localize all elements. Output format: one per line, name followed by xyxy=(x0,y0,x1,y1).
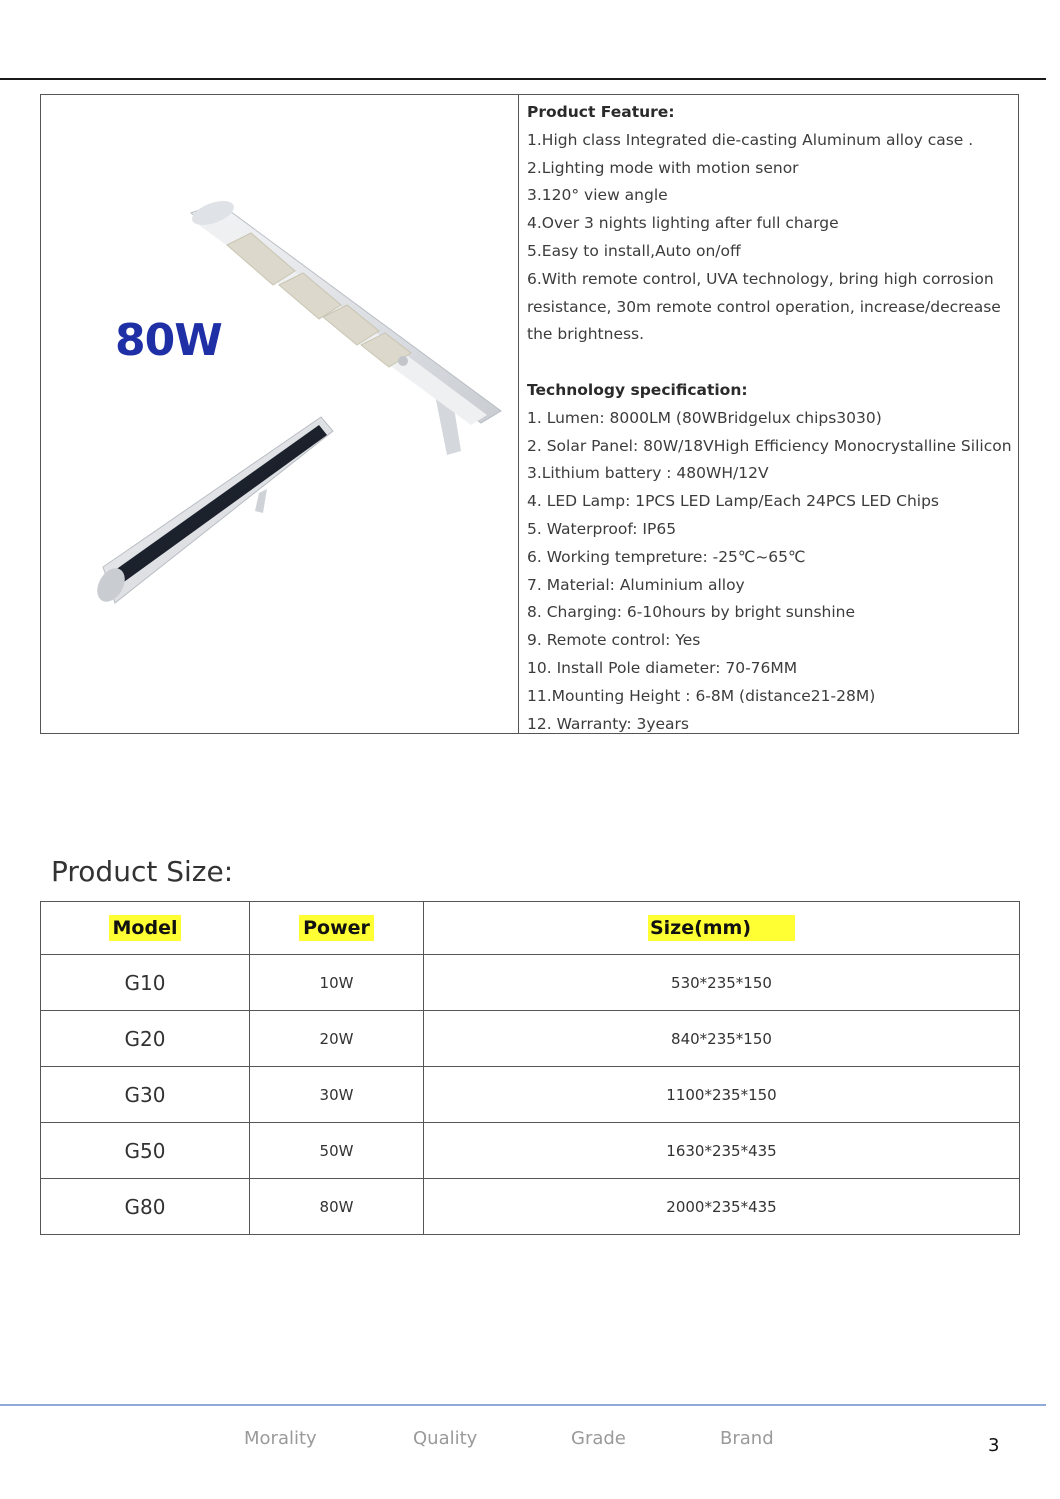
model-cell: G10 xyxy=(41,955,250,1011)
feature-line: resistance, 30m remote control operation, increase/decrease xyxy=(527,297,1001,316)
table-row xyxy=(41,1179,1020,1235)
feature-heading: Product Feature: xyxy=(527,103,675,121)
footer-word-brand: Brand xyxy=(720,1428,774,1449)
power-cell: 20W xyxy=(250,1011,424,1067)
street-light-image xyxy=(41,95,518,735)
tech-line: 12. Warranty: 3years xyxy=(527,714,689,733)
header-size: Size(mm) xyxy=(424,902,1020,955)
table-header-row xyxy=(41,902,1020,955)
top-rule xyxy=(0,78,1046,80)
power-cell: 30W xyxy=(250,1067,424,1123)
model-cell: G80 xyxy=(41,1179,250,1235)
tech-line: 2. Solar Panel: 80W/18VHigh Efficiency Monocrystalline Silicon xyxy=(527,436,1012,455)
size-cell: 1630*235*435 xyxy=(424,1123,1020,1179)
size-cell: 2000*235*435 xyxy=(424,1179,1020,1235)
spacer xyxy=(527,349,1017,377)
lamp-front-view xyxy=(189,196,501,455)
tech-line: 9. Remote control: Yes xyxy=(527,631,701,650)
footer-word-morality: Morality xyxy=(244,1428,317,1449)
table-row xyxy=(41,1067,1020,1123)
wattage-label: 80W xyxy=(115,315,222,366)
size-table xyxy=(40,901,1020,1235)
feature-line: 3.120° view angle xyxy=(527,186,668,205)
feature-line: 1.High class Integrated die-casting Aluminum alloy case . xyxy=(527,130,974,149)
tech-line: 1. Lumen: 8000LM (80WBridgelux chips3030) xyxy=(527,408,882,427)
model-cell: G30 xyxy=(41,1067,250,1123)
page-number: 3 xyxy=(988,1435,1000,1456)
tech-line: 11.Mounting Height : 6-8M (distance21-28M) xyxy=(527,686,876,705)
size-cell: 840*235*150 xyxy=(424,1011,1020,1067)
tech-line: 8. Charging: 6-10hours by bright sunshine xyxy=(527,603,856,622)
footer-rule xyxy=(0,1404,1046,1406)
lamp-solar-panel-view xyxy=(92,417,333,607)
power-cell: 80W xyxy=(250,1179,424,1235)
table-row xyxy=(41,1011,1020,1067)
tech-line: 10. Install Pole diameter: 70-76MM xyxy=(527,658,798,677)
model-cell: G50 xyxy=(41,1123,250,1179)
tech-line: 6. Working tempreture: -25℃~65℃ xyxy=(527,547,806,566)
footer-word-quality: Quality xyxy=(413,1428,478,1449)
feature-line: 4.Over 3 nights lighting after full charge xyxy=(527,214,839,233)
model-cell: G20 xyxy=(41,1011,250,1067)
table-row xyxy=(41,955,1020,1011)
product-size-title: Product Size: xyxy=(51,855,234,888)
column-divider xyxy=(518,95,519,733)
header-model: Model xyxy=(41,902,250,955)
tech-heading: Technology specification: xyxy=(527,380,748,399)
feature-line: the brightness. xyxy=(527,325,645,344)
product-image-cell xyxy=(41,95,518,733)
tech-line: 4. LED Lamp: 1PCS LED Lamp/Each 24PCS LED Chips xyxy=(527,492,939,511)
spec-box xyxy=(40,94,1019,734)
feature-line: 5.Easy to install,Auto on/off xyxy=(527,241,741,260)
footer-word-grade: Grade xyxy=(571,1428,626,1449)
size-cell: 1100*235*150 xyxy=(424,1067,1020,1123)
feature-line: 2.Lighting mode with motion senor xyxy=(527,158,799,177)
tech-line: 7. Material: Aluminium alloy xyxy=(527,575,745,594)
power-cell: 50W xyxy=(250,1123,424,1179)
size-cell: 530*235*150 xyxy=(424,955,1020,1011)
table-row xyxy=(41,1123,1020,1179)
header-power: Power xyxy=(250,902,424,955)
feature-line: 6.With remote control, UVA technology, bring high corrosion xyxy=(527,269,994,288)
spec-text-cell xyxy=(527,99,1017,738)
power-cell: 10W xyxy=(250,955,424,1011)
tech-line: 5. Waterproof: IP65 xyxy=(527,519,677,538)
tech-line: 3.Lithium battery : 480WH/12V xyxy=(527,464,769,483)
